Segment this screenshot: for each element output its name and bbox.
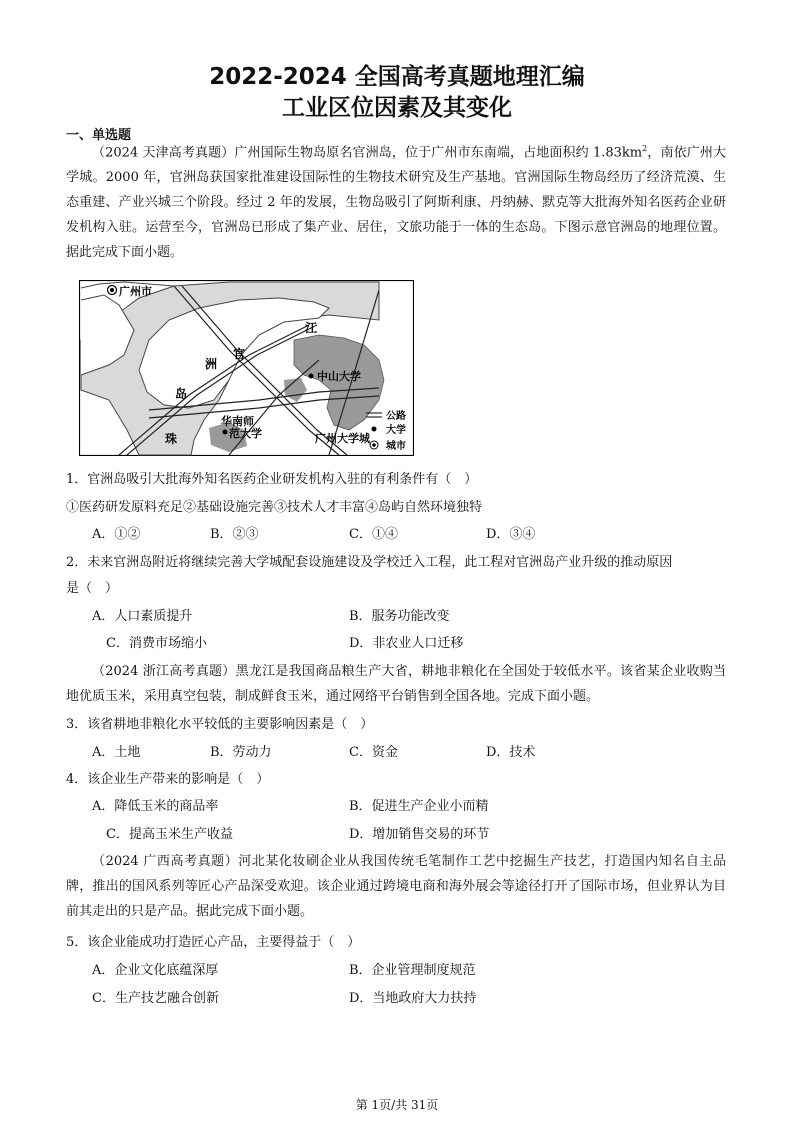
passage-1-text-a: （2024 天津高考真题）广州国际生物岛原名官洲岛，位于广州市东南端，占地面积约 1.83km xyxy=(92,145,643,161)
question-1-items: ①医药研发原料充足②基础设施完善③技术人才丰富④岛屿自然环境独特 xyxy=(66,500,483,515)
question-2-option-a: A．人口素质提升 xyxy=(92,609,193,624)
label-dao: 岛 xyxy=(175,387,188,401)
passage-1-text-b: ，南依广州大学城。2000 年，官洲岛获国家批准建设国际性的生物技术研究及生产基地。官洲国际生物岛经历了经济荒漠、生态重建、产业兴城三个阶段。经过 2 年的发展，生物岛吸引了阿斯利康、丹纳赫、默克等大批海外知名医药企业研发机构入驻。运营至今，官洲岛已形成了集产业、居住，文旅功能于一体的生态岛。下图示意官洲岛的地理位置。据此完成下面小题。 xyxy=(66,145,726,261)
label-guan: 官 xyxy=(233,347,246,361)
label-scnu-line2: 范大学 xyxy=(229,427,262,440)
question-5-option-b: B．企业管理制度规范 xyxy=(349,963,476,978)
legend-city: 城市 xyxy=(386,441,406,452)
passage-1 xyxy=(66,136,726,265)
question-5-stem: 5．该企业能成功打造匠心产品，主要得益于（ ） xyxy=(66,935,361,950)
question-3-stem: 3．该省耕地非粮化水平较低的主要影响因素是（ ） xyxy=(66,717,374,732)
document-title-line2: 工业区位因素及其变化 xyxy=(282,95,512,121)
question-3-option-a: A．土地 xyxy=(92,745,141,760)
question-4-option-c: C．提高玉米生产收益 xyxy=(106,827,233,842)
question-3-option-c: C．资金 xyxy=(349,745,398,760)
question-2-stem-line1: 2．未来官洲岛附近将继续完善大学城配套设施建设及学校迁入工程，此工程对官洲岛产业升级的推动原因 xyxy=(66,555,673,570)
question-4-option-d: D．增加销售交易的环节 xyxy=(349,827,490,842)
question-2-stem-line2: 是（ ） xyxy=(66,581,119,596)
question-5-option-a: A．企业文化底蕴深厚 xyxy=(92,963,219,978)
question-4-option-a: A．降低玉米的商品率 xyxy=(92,799,219,814)
page-footer: 第 1页/共 31页 xyxy=(355,1098,439,1112)
question-1-option-a: A．①② xyxy=(92,527,141,542)
question-5-option-c: C．生产技艺融合创新 xyxy=(92,991,219,1006)
question-3-option-b: B．劳动力 xyxy=(210,745,272,760)
label-sun-yat-sen-university: 中山大学 xyxy=(317,370,361,383)
label-guangzhou-city: 广州市 xyxy=(119,285,152,298)
question-2-option-b: B．服务功能改变 xyxy=(349,609,450,624)
question-4-option-b: B．促进生产企业小而精 xyxy=(349,799,489,814)
label-jiang: 江 xyxy=(305,321,318,335)
question-1-option-b: B．②③ xyxy=(210,527,259,542)
question-4-stem: 4．该企业生产带来的影响是（ ） xyxy=(66,772,270,787)
legend-road: 公路 xyxy=(386,411,406,422)
label-university-city: 广州大学城 xyxy=(315,432,370,445)
document-title-line1: 2022-2024 全国高考真题地理汇编 xyxy=(209,64,585,90)
question-1-stem: 1．官洲岛吸引大批海外知名医药企业研发机构入驻的有利条件有（ ） xyxy=(66,472,478,487)
legend-university: 大学 xyxy=(386,425,406,436)
superscript-2: 2 xyxy=(642,144,648,153)
question-3-option-d: D．技术 xyxy=(486,745,536,760)
passage-2: （2024 浙江高考真题）黑龙江是我国商品粮生产大省，耕地非粮化在全国处于较低水平。该省某企业收购当地优质玉米，采用真空包装，制成鲜食玉米，通过网络平台销售到全国各地。完成下面小题。 xyxy=(66,664,726,704)
question-5-option-d: D．当地政府大力扶持 xyxy=(349,991,477,1006)
question-2-option-c: C．消费市场缩小 xyxy=(106,636,207,651)
section-heading: 一、单选题 xyxy=(66,128,132,143)
label-zhou: 洲 xyxy=(205,357,218,371)
question-1-option-d: D．③④ xyxy=(486,527,536,542)
question-2-option-d: D．非农业人口迁移 xyxy=(349,636,464,651)
label-scnu-line1: 华南师 xyxy=(221,415,254,428)
guanzhou-island-map xyxy=(79,280,414,456)
passage-3: （2024 广西高考真题）河北某化妆刷企业从我国传统毛笔制作工艺中挖掘生产技艺，打造国内知名自主品牌，推出的国风系列等匠心产品深受欢迎。该企业通过跨境电商和海外展会等途径打开了国际市场，但业界认为目前其走出的只是产品。据此完成下面小题。 xyxy=(66,854,726,919)
question-1-option-c: C．①④ xyxy=(349,527,398,542)
label-zhu: 珠 xyxy=(165,432,178,446)
